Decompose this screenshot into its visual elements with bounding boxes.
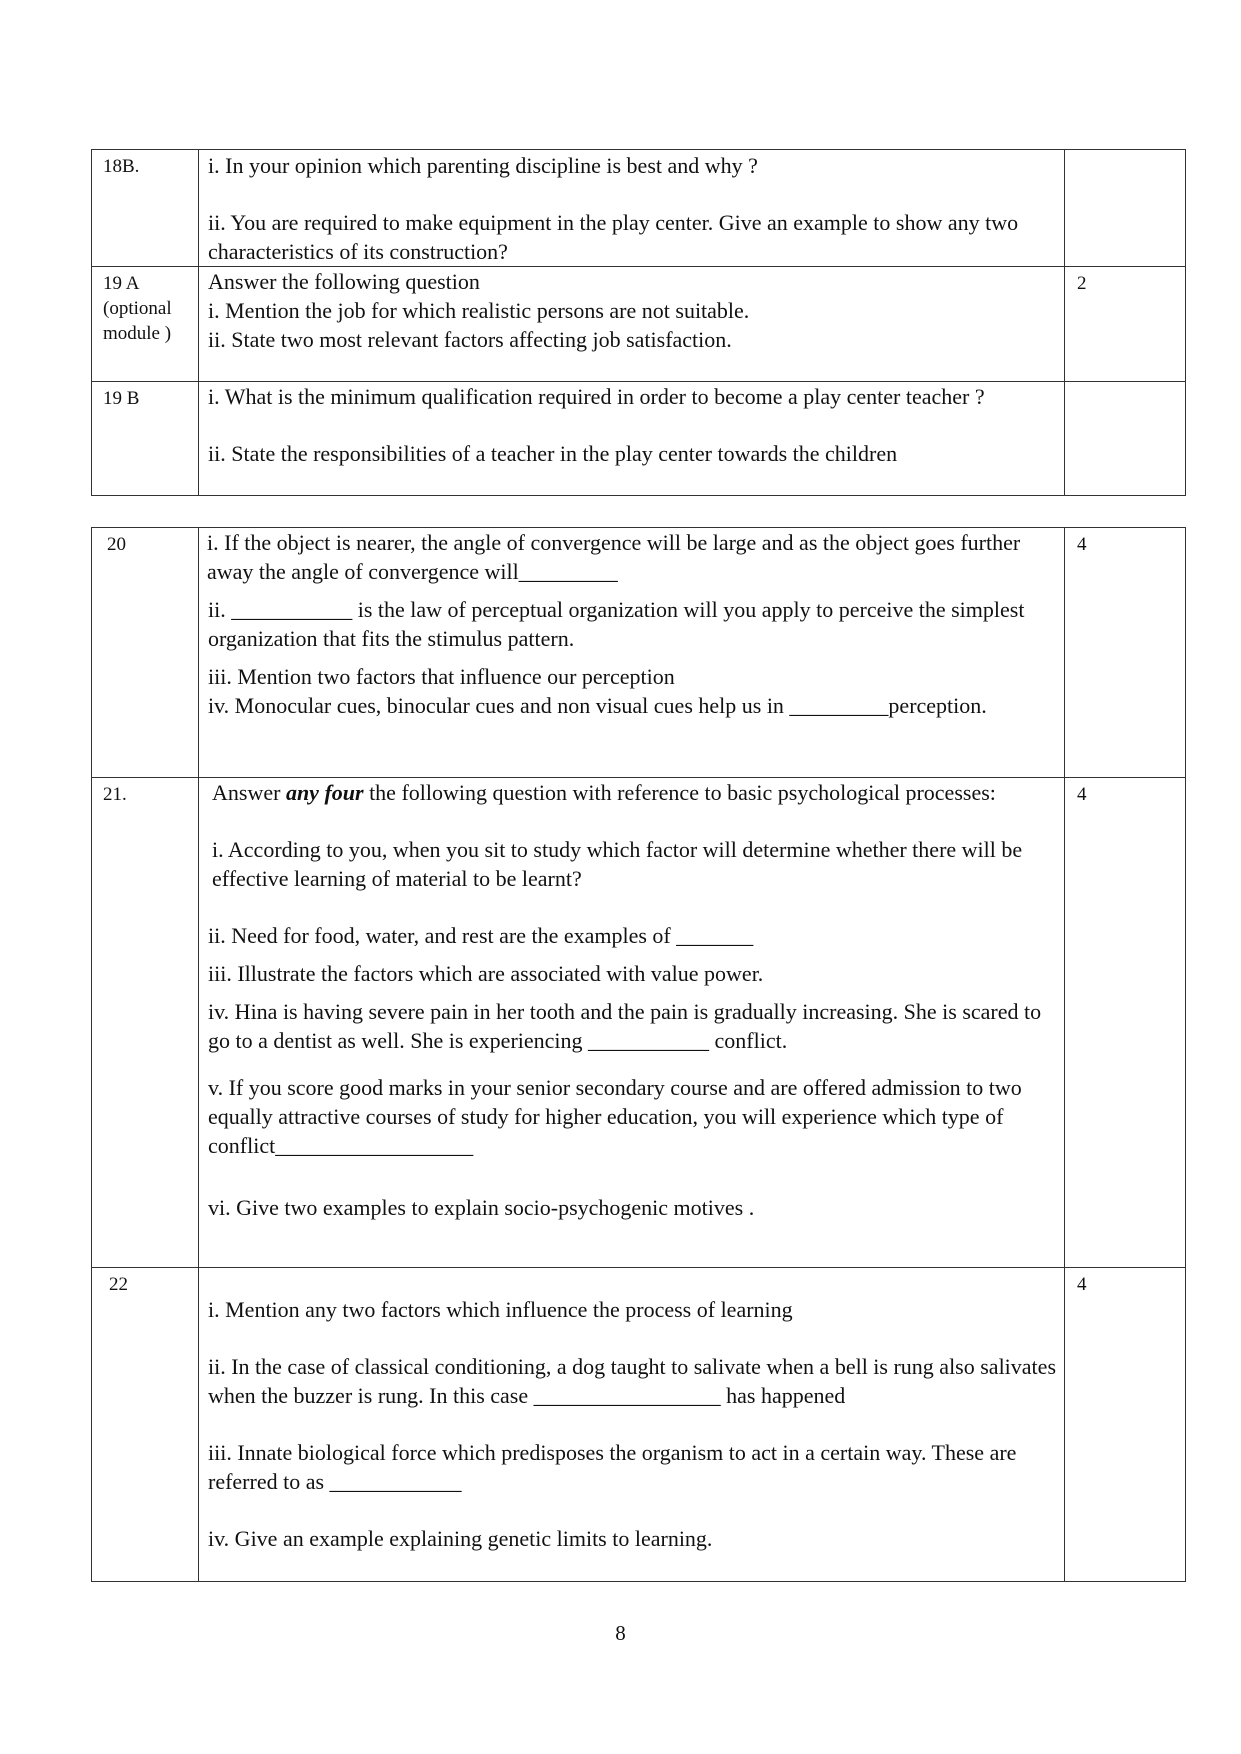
- marks-cell: [1065, 528, 1186, 778]
- question-item: iv. Give an example explaining genetic limits to learning.: [208, 1526, 713, 1551]
- question-row-19a: [92, 267, 1186, 382]
- question-body: [199, 528, 1065, 778]
- question-item: iv. Hina is having severe pain in her tooth and the pain is gradually increasing. She is scared to go to a dentist as well. She is experiencing ___________ conflict.: [208, 999, 1042, 1053]
- question-item: i. According to you, when you sit to study which factor will determine whether there will be effective learning of material to be learnt?: [212, 837, 1023, 891]
- intro-text: Answer: [212, 780, 286, 805]
- marks-cell: [1065, 382, 1186, 496]
- question-intro: Answer the following question: [208, 269, 480, 294]
- question-number: [92, 267, 198, 346]
- question-number: 19 B: [103, 388, 140, 409]
- intro-text: the following question with reference to basic psychological processes:: [363, 780, 996, 805]
- marks-value: 4: [1077, 534, 1087, 555]
- question-number-cell: [92, 382, 199, 496]
- question-row-20: [92, 528, 1186, 778]
- question-number-line: 19 A: [103, 273, 140, 294]
- question-item: ii. ___________ is the law of perceptual organization will you apply to perceive the simplest organization that fits the stimulus pattern.: [208, 597, 1025, 651]
- question-table-2: [91, 527, 1186, 1582]
- page-number: 8: [615, 1621, 626, 1645]
- question-item: ii. In the case of classical conditioning, a dog taught to salivate when a bell is rung also salivates when the buzzer is rung. In this case _________________ has happened: [208, 1354, 1056, 1408]
- question-number-line: module ): [103, 323, 172, 344]
- question-item: iii. Mention two factors that influence our perception: [208, 664, 675, 689]
- marks-cell: [1065, 150, 1186, 267]
- question-item: ii. You are required to make equipment in the play center. Give an example to show any two characteristics of its construction?: [208, 210, 1019, 264]
- question-item: i. What is the minimum qualification required in order to become a play center teacher ?: [208, 384, 985, 409]
- marks-value: [1065, 382, 1185, 388]
- marks-value: 4: [1077, 784, 1087, 805]
- question-item: v. If you score good marks in your senior secondary course and are offered admission to two equally attractive courses of study for higher education, you will experience which type of conflict__________________: [208, 1075, 1022, 1158]
- question-row-18b: [92, 150, 1186, 267]
- question-item: ii. State the responsibilities of a teacher in the play center towards the children: [208, 441, 898, 466]
- question-item: ii. Need for food, water, and rest are the examples of _______: [208, 923, 754, 948]
- question-item: i. Mention the job for which realistic persons are not suitable.: [208, 298, 750, 323]
- question-intro: [199, 778, 1064, 807]
- question-row-22: [92, 1268, 1186, 1582]
- question-body: [199, 1268, 1065, 1582]
- question-item: iii. Innate biological force which predisposes the organism to act in a certain way. These are referred to as ____________: [208, 1440, 1017, 1494]
- question-number-cell: [92, 1268, 199, 1582]
- marks-cell: [1065, 1268, 1186, 1582]
- question-number-cell: [92, 778, 199, 1268]
- question-body: [199, 382, 1065, 496]
- question-table-1: [91, 149, 1186, 496]
- question-row-21: [92, 778, 1186, 1268]
- question-item: i. Mention any two factors which influence the process of learning: [208, 1297, 793, 1322]
- question-item: vi. Give two examples to explain socio-psychogenic motives .: [208, 1195, 755, 1220]
- question-item: iii. Illustrate the factors which are associated with value power.: [208, 961, 764, 986]
- question-number: 18B.: [103, 156, 140, 177]
- marks-value: [1065, 150, 1185, 156]
- question-number: 20: [107, 534, 126, 555]
- question-row-19b: [92, 382, 1186, 496]
- question-item: iv. Monocular cues, binocular cues and non visual cues help us in _________perception.: [208, 693, 987, 718]
- question-body: [199, 267, 1065, 382]
- marks-value: 4: [1077, 1274, 1087, 1295]
- marks-cell: [1065, 267, 1186, 382]
- question-item: i. If the object is nearer, the angle of convergence will be large and as the object goes further away the angle of convergence will_________: [207, 530, 1021, 584]
- question-number-line: (optional: [103, 298, 172, 319]
- question-body: [199, 150, 1065, 267]
- question-item: ii. State two most relevant factors affecting job satisfaction.: [208, 327, 732, 352]
- question-item: i. In your opinion which parenting discipline is best and why ?: [208, 153, 758, 178]
- question-number: 22: [109, 1274, 128, 1295]
- marks-value: 2: [1077, 273, 1087, 294]
- intro-emphasis: any four: [285, 780, 364, 805]
- question-number-cell: [92, 267, 199, 382]
- question-number: 21.: [103, 784, 127, 805]
- question-body: [199, 778, 1065, 1268]
- question-number-cell: [92, 528, 199, 778]
- marks-cell: [1065, 778, 1186, 1268]
- question-number-cell: [92, 150, 199, 267]
